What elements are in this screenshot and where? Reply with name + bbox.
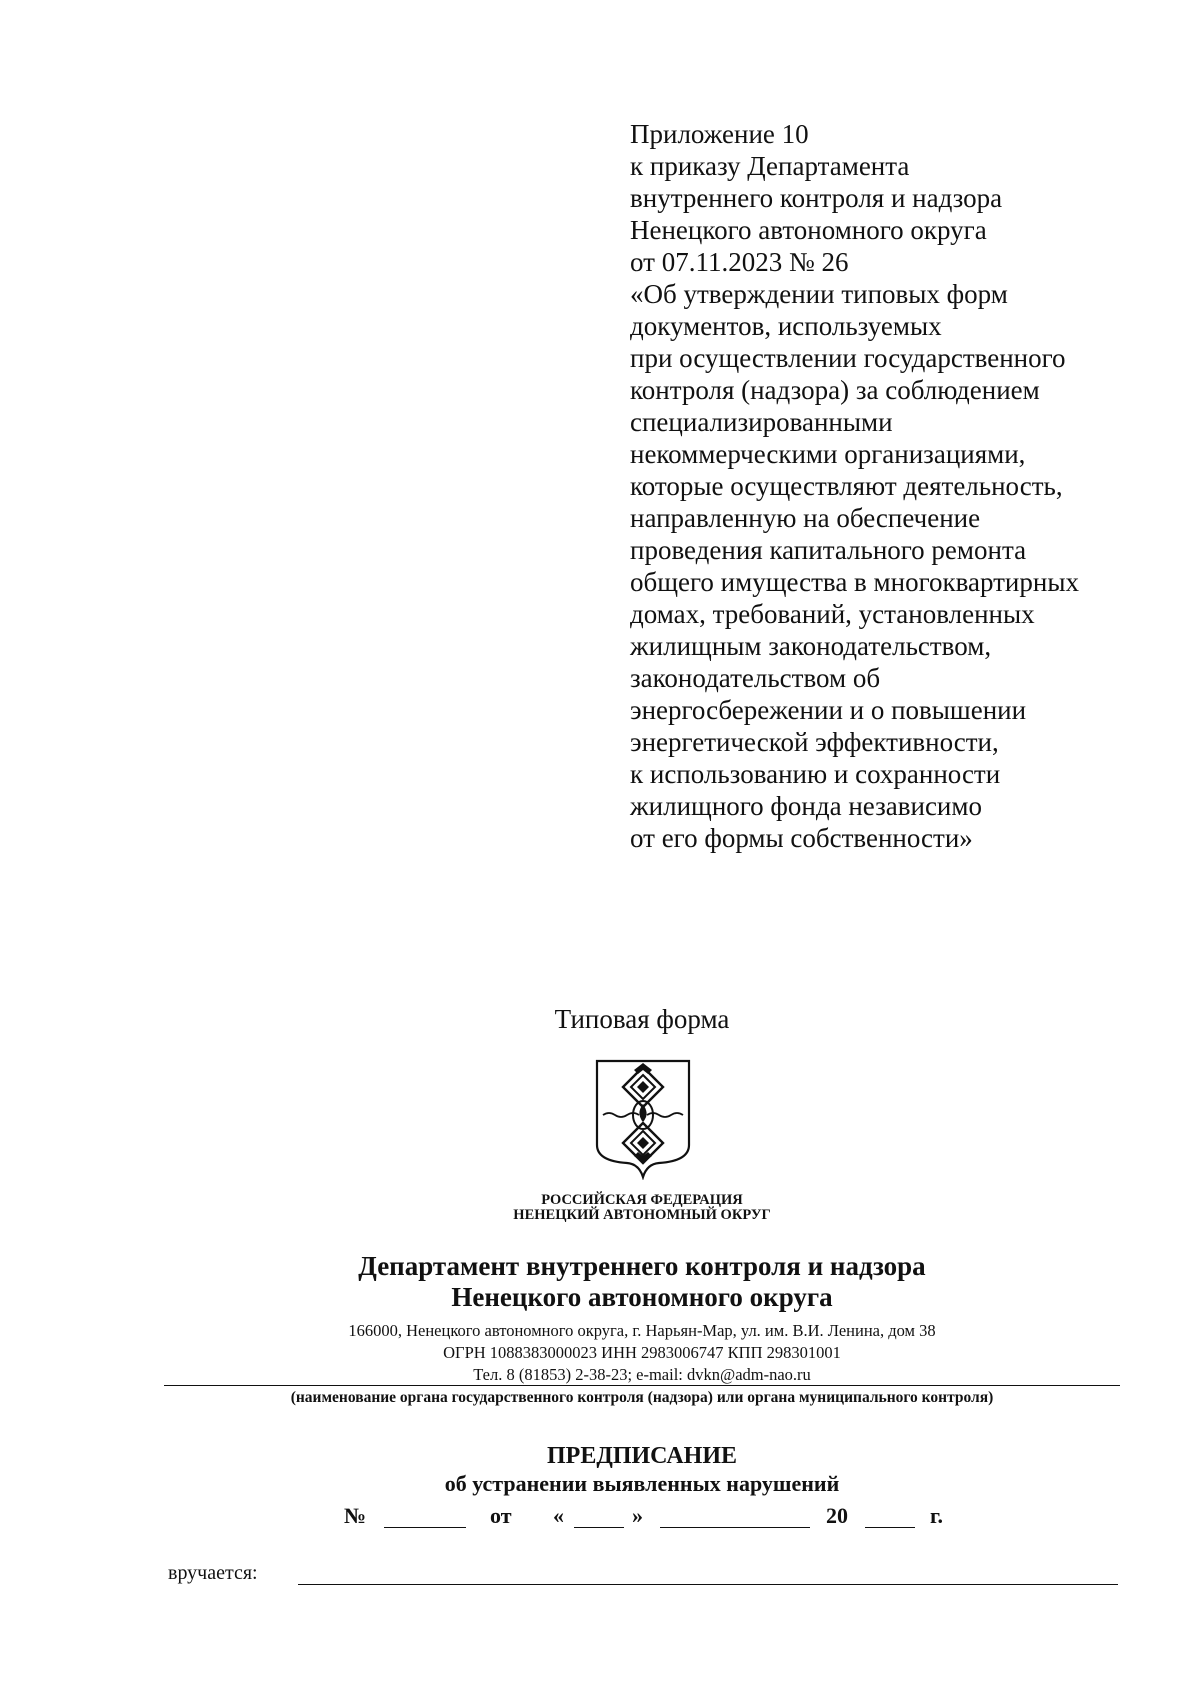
header-divider xyxy=(164,1385,1120,1386)
appendix-line: проведения капитального ремонта xyxy=(630,535,1027,565)
region-name: НЕНЕЦКИЙ АВТОНОМНЫЙ ОКРУГ xyxy=(513,1207,771,1223)
appendix-line: к приказу Департамента xyxy=(630,151,910,181)
appendix-line: от его формы собственности» xyxy=(630,823,973,853)
quote-open: « xyxy=(553,1503,564,1528)
department-line-1: Департамент внутреннего контроля и надзора xyxy=(358,1251,926,1281)
contacts-block xyxy=(0,1320,1200,1386)
form-type-label: Типовая форма xyxy=(554,1004,730,1034)
year-suffix: г. xyxy=(930,1503,944,1528)
year-blank xyxy=(865,1527,915,1528)
month-blank xyxy=(660,1527,810,1528)
appendix-line: специализированными xyxy=(630,407,893,437)
address: 166000, Ненецкого автономного округа, г. Нарьян-Мар, ул. им. В.И. Ленина, дом 38 xyxy=(348,1321,936,1340)
appendix-line: жилищным законодательством, xyxy=(630,631,992,661)
appendix-line: документов, используемых xyxy=(630,311,942,341)
country-name: РОССИЙСКАЯ ФЕДЕРАЦИЯ xyxy=(541,1192,743,1208)
appendix-block xyxy=(630,118,1150,854)
department-name xyxy=(0,1251,1200,1313)
appendix-line: энергосбережении и о повышении xyxy=(630,695,1027,725)
quote-close: » xyxy=(632,1503,643,1528)
number-blank xyxy=(384,1527,466,1528)
coat-of-arms-icon xyxy=(593,1057,693,1180)
from-word: от xyxy=(490,1503,512,1528)
appendix-line: внутреннего контроля и надзора xyxy=(630,183,1003,213)
appendix-line: к использованию и сохранности xyxy=(630,759,1001,789)
appendix-line: общего имущества в многоквартирных xyxy=(630,567,1079,597)
day-blank xyxy=(574,1527,624,1528)
appendix-line: Ненецкого автономного округа xyxy=(630,215,987,245)
authority-caption: (наименование органа государственного контроля (надзора) или органа муниципального контроля) xyxy=(290,1389,994,1406)
appendix-line: Приложение 10 xyxy=(630,119,809,149)
appendix-line: при осуществлении государственного xyxy=(630,343,1066,373)
appendix-line: законодательством об xyxy=(630,663,881,693)
delivered-blank-line xyxy=(298,1584,1118,1585)
appendix-line: некоммерческими организациями, xyxy=(630,439,1026,469)
phone-email: Тел. 8 (81853) 2-38-23; e-mail: dvkn@adm-nao.ru xyxy=(473,1365,811,1384)
document-title: ПРЕДПИСАНИЕ xyxy=(547,1443,737,1469)
delivered-label: вручается: xyxy=(168,1562,258,1584)
appendix-line: контроля (надзора) за соблюдением xyxy=(630,375,1040,405)
appendix-line: жилищного фонда независимо xyxy=(630,791,982,821)
appendix-line: домах, требований, установленных xyxy=(630,599,1035,629)
appendix-line: направленную на обеспечение xyxy=(630,503,981,533)
appendix-line: энергетической эффективности, xyxy=(630,727,999,757)
year-prefix: 20 xyxy=(826,1503,848,1528)
country-block xyxy=(0,1193,1200,1223)
document-subtitle: об устранении выявленных нарушений xyxy=(444,1471,840,1496)
appendix-line: «Об утверждении типовых форм xyxy=(630,279,1008,309)
appendix-line: которые осуществляют деятельность, xyxy=(630,471,1063,501)
registry-numbers: ОГРН 1088383000023 ИНН 2983006747 КПП 298301001 xyxy=(443,1343,841,1362)
department-line-2: Ненецкого автономного округа xyxy=(451,1282,833,1312)
number-sign: № xyxy=(344,1503,367,1528)
appendix-line: от 07.11.2023 № 26 xyxy=(630,247,849,277)
